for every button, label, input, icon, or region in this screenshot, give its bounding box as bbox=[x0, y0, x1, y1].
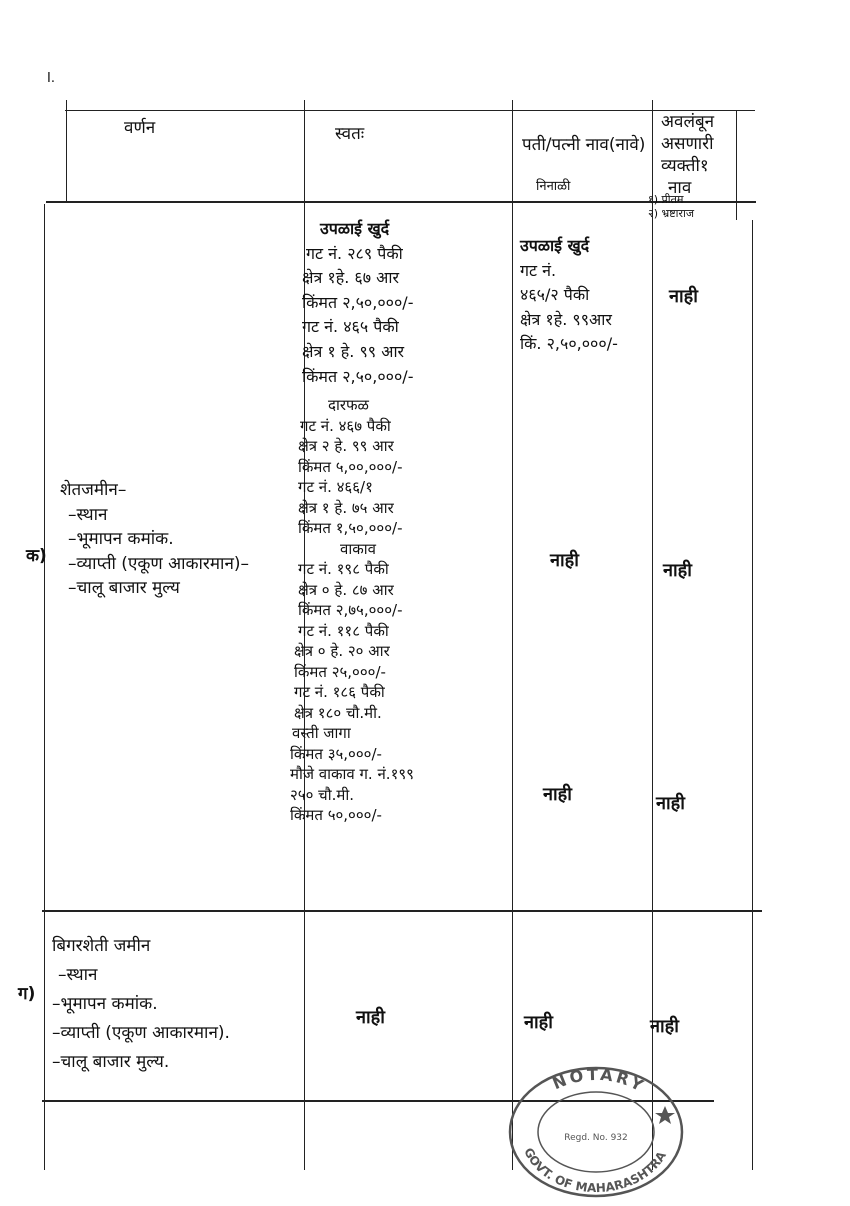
description-line: –व्याप्ती (एकूण आकारमान). bbox=[52, 1023, 230, 1043]
self-line: गट नं. २८९ पैकी bbox=[306, 243, 403, 263]
self-line: गट नं. ४६६/१ bbox=[298, 478, 373, 496]
self-line: किंमत ५,००,०००/- bbox=[298, 457, 403, 476]
self-line: गट नं. ४६७ पैकी bbox=[300, 416, 391, 435]
self-line: क्षेत्र १८० चौ.मी. bbox=[294, 703, 382, 722]
row-g-dependent: नाही bbox=[650, 1016, 679, 1037]
col-divider-2 bbox=[512, 100, 513, 1170]
header-spouse: पती/पत्नी नाव(नावे) bbox=[522, 135, 646, 155]
spouse-line: क्षेत्र १हे. ९९आर bbox=[520, 309, 612, 329]
col-left-border bbox=[66, 100, 67, 202]
dependent-name: २) भ्रष्टाराज bbox=[648, 207, 695, 220]
self-line: गट नं. ४६५ पैकी bbox=[302, 317, 399, 337]
row-k-spouse-mid: नाही bbox=[550, 550, 579, 571]
dependent-name: १) प्रीतम bbox=[648, 193, 684, 206]
row-k-self-group1 bbox=[302, 221, 413, 393]
description-line: –चालू बाजार मुल्य. bbox=[52, 1052, 170, 1072]
description-line: शेतजमीन– bbox=[60, 480, 127, 500]
self-line: मौजे वाकाव ग. नं.१९९ bbox=[290, 765, 414, 783]
header-dependent-line2: असणारी bbox=[661, 134, 714, 154]
header-spouse-name: निनाळी bbox=[536, 179, 571, 194]
star-icon bbox=[655, 1106, 675, 1124]
row-g-description bbox=[52, 938, 230, 1083]
col-divider-3 bbox=[652, 100, 653, 1170]
self-line: किंमत ५०,०००/- bbox=[290, 806, 382, 824]
description-line: –भूमापन कमांक. bbox=[52, 994, 158, 1014]
row-k-self-group2 bbox=[290, 398, 414, 829]
self-line: किंमत २,५०,०००/- bbox=[302, 366, 414, 386]
spouse-line: किं. २,५०,०००/- bbox=[520, 334, 618, 354]
self-line: गट नं. ११८ पैकी bbox=[298, 621, 389, 640]
self-line: गट नं. १९८ पैकी bbox=[298, 560, 389, 578]
stamp-top-text: NOTARY bbox=[549, 1064, 649, 1097]
row-g-label: ग) bbox=[18, 984, 36, 1004]
description-line: –स्थान bbox=[58, 965, 98, 985]
row-k-description bbox=[60, 482, 249, 605]
self-line: किंमत ३५,०००/- bbox=[290, 744, 382, 763]
self-line: क्षेत्र १ हे. ९९ आर bbox=[302, 341, 405, 361]
spouse-line: ४६५/२ पैकी bbox=[520, 285, 590, 305]
svg-text:GOVT. OF MAHARASHTRA bbox=[521, 1146, 669, 1196]
self-line: क्षेत्र ० हे. २० आर bbox=[294, 642, 390, 660]
spouse-line: गट नं. bbox=[520, 260, 557, 280]
description-line: –व्याप्ती (एकूण आकारमान)– bbox=[68, 553, 250, 574]
header-self: स्वतः bbox=[335, 124, 365, 144]
description-line: बिगरशेती जमीन bbox=[52, 936, 151, 956]
header-dependent-line4: नाव bbox=[668, 178, 692, 198]
self-line: किंमत १,५०,०००/- bbox=[298, 519, 403, 537]
self-line: उपळाई खुर्द bbox=[320, 219, 390, 238]
col-right-border-lower bbox=[752, 220, 753, 1170]
self-line: किंमत २,७५,०००/- bbox=[298, 601, 403, 619]
description-line: –भूमापन कमांक. bbox=[68, 529, 174, 550]
col-right-border bbox=[736, 110, 737, 220]
self-line: क्षेत्र ० हे. ८७ आर bbox=[298, 580, 394, 599]
description-line: –चालू बाजार मुल्य bbox=[68, 578, 180, 599]
stamp-regd: Regd. No. 932 bbox=[564, 1133, 628, 1143]
col-left-border-lower bbox=[44, 204, 45, 1170]
corner-mark: I. bbox=[47, 71, 55, 86]
self-line: २५० चौ.मी. bbox=[290, 785, 354, 804]
row-k-spouse-entry bbox=[520, 238, 618, 361]
header-description: वर्णन bbox=[124, 118, 156, 138]
stamp-bottom-text: GOVT. OF MAHARASHTRA bbox=[521, 1145, 669, 1196]
self-line: क्षेत्र १हे. ६७ आर bbox=[302, 268, 399, 288]
self-line: दारफळ bbox=[328, 396, 369, 414]
row-k-label: क) bbox=[26, 546, 47, 566]
self-line: किंमत २५,०००/- bbox=[294, 662, 386, 681]
row-k-bottom-rule bbox=[42, 910, 762, 912]
notary-stamp bbox=[505, 1062, 687, 1196]
row-k-spouse-low: नाही bbox=[543, 784, 572, 805]
self-line: क्षेत्र २ हे. ९९ आर bbox=[298, 437, 394, 455]
row-g-spouse: नाही bbox=[524, 1012, 553, 1033]
self-line: क्षेत्र १ हे. ७५ आर bbox=[298, 498, 394, 517]
spouse-line: उपळाई खुर्द bbox=[520, 236, 590, 255]
self-line: किंमत २,५०,०००/- bbox=[302, 292, 414, 312]
description-line: –स्थान bbox=[68, 504, 108, 525]
row-k-dependent-low: नाही bbox=[656, 793, 685, 814]
notary-seal-icon bbox=[505, 1062, 687, 1202]
header-dependent-line1: अवलंबून bbox=[661, 112, 715, 132]
self-line: गट नं. १८६ पैकी bbox=[294, 683, 385, 701]
self-line: वस्ती जागा bbox=[292, 724, 351, 742]
self-line: वाकाव bbox=[340, 539, 376, 558]
row-k-dependent-mid: नाही bbox=[663, 560, 692, 581]
row-k-dependent-top: नाही bbox=[669, 286, 698, 307]
row-g-self: नाही bbox=[356, 1007, 385, 1028]
header-dependent-line3: व्यक्ती१ bbox=[661, 156, 709, 176]
